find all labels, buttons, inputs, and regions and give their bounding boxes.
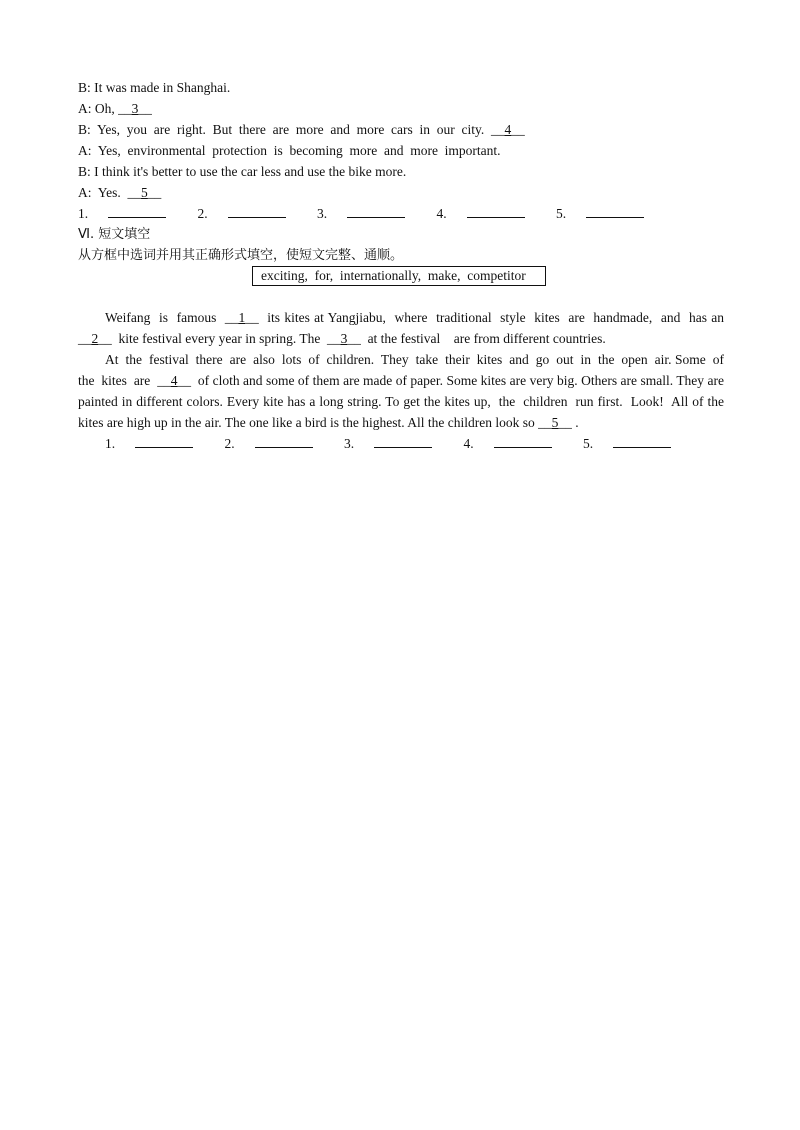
instruction: 从方框中选词并用其正确形式填空，使短文完整、通顺。 xyxy=(78,248,404,263)
answer-field[interactable] xyxy=(108,204,166,218)
dialogue-line-3: B: Yes, you are right. But there are more and more cars in our city. __4__ xyxy=(78,122,525,137)
answer-blanks-1: 1. 2. 3. 4. 5. xyxy=(78,203,724,224)
blank-4: 4 xyxy=(170,373,178,388)
answer-field[interactable] xyxy=(613,434,671,448)
blank-2: 2 xyxy=(91,331,99,346)
dialogue-section xyxy=(78,77,724,203)
blank-5: 5 xyxy=(551,415,559,430)
answer-field[interactable] xyxy=(135,434,193,448)
answer-field[interactable] xyxy=(586,204,644,218)
worksheet-page xyxy=(78,77,731,454)
dialogue-line-1: B: It was made in Shanghai. xyxy=(78,80,231,95)
answer-field[interactable] xyxy=(467,204,525,218)
blank-1: 1 xyxy=(238,310,246,325)
answer-field[interactable] xyxy=(494,434,552,448)
dialogue-line-6: A: Yes. __5__ xyxy=(78,185,162,200)
answer-field[interactable] xyxy=(347,204,405,218)
word-box-row xyxy=(78,266,724,287)
dialogue-line-2: A: Oh, __3__ xyxy=(78,101,152,116)
passage-paragraph-2: At the festival there are also lots of children. They take their kites and go out in the open air. Some of the kites are __4__ of cloth and some of them are made of paper. Some kites are very big. Others are small. They are painted in different colors. Every kite has a long string. To get the kites up, the children run first. Look! All of the kites are high up in the air. The one like a bird is the highest. All the children look so __5__ . xyxy=(78,352,731,430)
blank-3: 3 xyxy=(131,101,139,116)
blank-5: 5 xyxy=(141,185,148,200)
word-box: exciting, for, internationally, make, competitor xyxy=(252,266,546,286)
dialogue-line-5: B: I think it's better to use the car less and use the bike more. xyxy=(78,164,407,179)
answer-field[interactable] xyxy=(228,204,286,218)
blank-3: 3 xyxy=(340,331,348,346)
answer-field[interactable] xyxy=(374,434,432,448)
blank-4: 4 xyxy=(504,122,512,137)
section-title: Ⅵ. 短文填空 xyxy=(78,227,151,242)
answer-blanks-2: 1. 2. 3. 4. 5. xyxy=(78,433,724,454)
passage-paragraph-1: Weifang is famous __1__ its kites at Yangjiabu, where traditional style kites are handmade, and has an __2__ kite festival every year in spring. The __3__ at the festival are from different countries. xyxy=(78,310,731,346)
passage xyxy=(78,307,731,433)
answer-field[interactable] xyxy=(255,434,313,448)
dialogue-line-4: A: Yes, environmental protection is becoming more and more important. xyxy=(78,143,501,158)
